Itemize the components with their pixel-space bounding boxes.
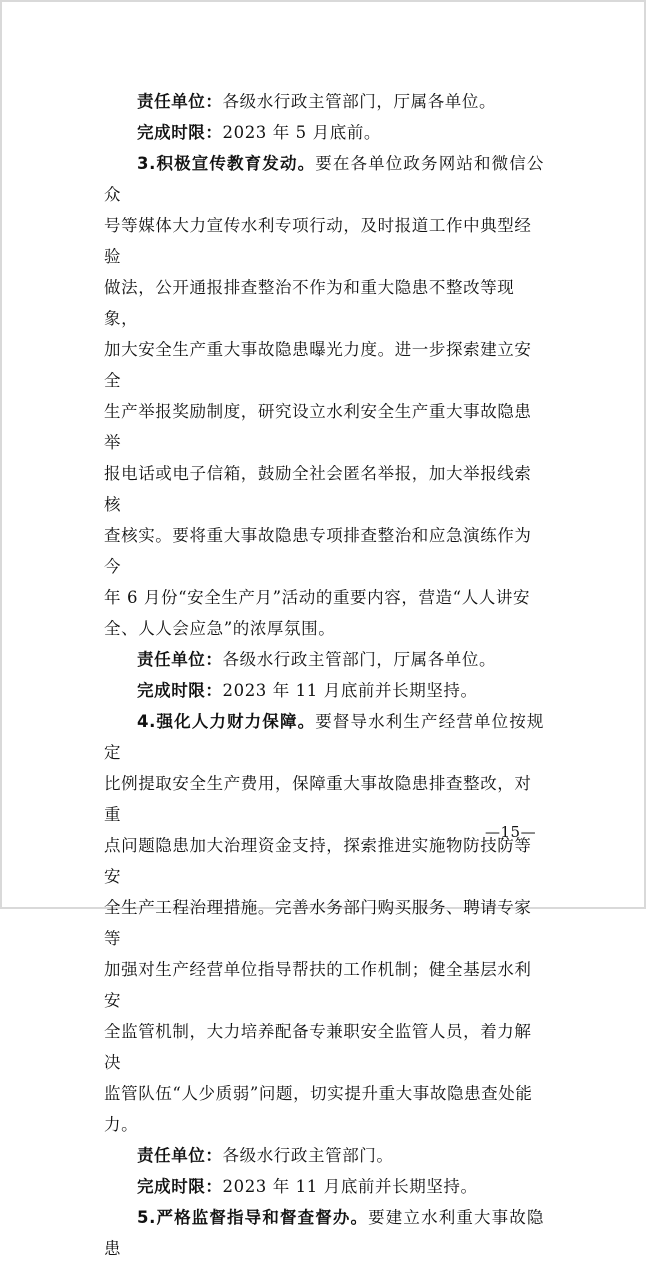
section-body-lines: [104, 210, 544, 644]
section-heading: 3.积极宣传教育发动。: [137, 154, 316, 173]
field-value: 各级水行政主管部门，厅属各单位。: [222, 92, 497, 111]
paragraph-first-line: [104, 1202, 544, 1264]
paragraph-line: 监管队伍“人少质弱”问题，切实提升重大事故隐患查处能: [104, 1084, 533, 1103]
paragraph-line: 点问题隐患加大治理资金支持，探索推进实施物防技防等安: [104, 836, 532, 886]
paragraph-line: 查核实。要将重大事故隐患专项排查整治和应急演练作为今: [104, 526, 532, 576]
field-value: 2023 年 11 月底前并长期坚持。: [222, 1177, 478, 1196]
paragraph-line: 年 6 月份“安全生产月”活动的重要内容，营造“人人讲安: [104, 588, 531, 607]
field-label: 责任单位：: [137, 650, 223, 669]
paragraph-text: 要督导水利生产经营单位按规定: [104, 712, 544, 762]
paragraph-line: 力。: [104, 1115, 139, 1134]
field-value: 各级水行政主管部门，厅属各单位。: [222, 650, 497, 669]
section-heading: 4.强化人力财力保障。: [137, 712, 316, 731]
responsible-unit-line: [104, 1140, 544, 1171]
paragraph-first-line: [104, 148, 544, 210]
section-body-lines: [104, 768, 544, 1140]
section-paragraph: [104, 1202, 544, 1264]
paragraph-line: 全、人人会应急”的浓厚氛围。: [104, 619, 336, 638]
paragraph-line: 号等媒体大力宣传水利专项行动，及时报道工作中典型经验: [104, 216, 532, 266]
paragraph-line: 加强对生产经营单位指导帮扶的工作机制；健全基层水利安: [104, 960, 532, 1010]
document-body: [104, 86, 544, 1264]
responsible-unit-line: [104, 86, 544, 117]
paragraph-text: 要建立水利重大事故隐患: [104, 1208, 545, 1258]
field-value: 2023 年 5 月底前。: [222, 123, 382, 142]
field-label: 完成时限：: [137, 1177, 223, 1196]
paragraph-first-line: [104, 706, 544, 768]
paragraph-line: 比例提取安全生产费用，保障重大事故隐患排查整改，对重: [104, 774, 532, 824]
field-value: 各级水行政主管部门。: [222, 1146, 394, 1165]
field-label: 完成时限：: [137, 123, 223, 142]
deadline-line: [104, 1171, 544, 1202]
page-number: —15—: [485, 823, 537, 841]
section-paragraph: [104, 148, 544, 210]
section-paragraph: [104, 706, 544, 768]
paragraph-line: 报电话或电子信箱，鼓励全社会匿名举报，加大举报线索核: [104, 464, 532, 514]
deadline-line: [104, 675, 544, 706]
field-value: 2023 年 11 月底前并长期坚持。: [222, 681, 478, 700]
section-heading: 5.严格监督指导和督查督办。: [137, 1208, 369, 1227]
field-label: 责任单位：: [137, 92, 223, 111]
field-label: 责任单位：: [137, 1146, 223, 1165]
field-label: 完成时限：: [137, 681, 223, 700]
responsible-unit-line: [104, 644, 544, 675]
paragraph-line: 加大安全生产重大事故隐患曝光力度。进一步探索建立安全: [104, 340, 532, 390]
paragraph-line: 全监管机制，大力培养配备专兼职安全监管人员，着力解决: [104, 1022, 532, 1072]
paragraph-text: 要在各单位政务网站和微信公众: [104, 154, 544, 204]
paragraph-line: 生产举报奖励制度，研究设立水利安全生产重大事故隐患举: [104, 402, 532, 452]
paragraph-line: 全生产工程治理措施。完善水务部门购买服务、聘请专家等: [104, 898, 532, 948]
deadline-line: [104, 117, 544, 148]
paragraph-line: 做法，公开通报排查整治不作为和重大隐患不整改等现象，: [104, 278, 515, 328]
